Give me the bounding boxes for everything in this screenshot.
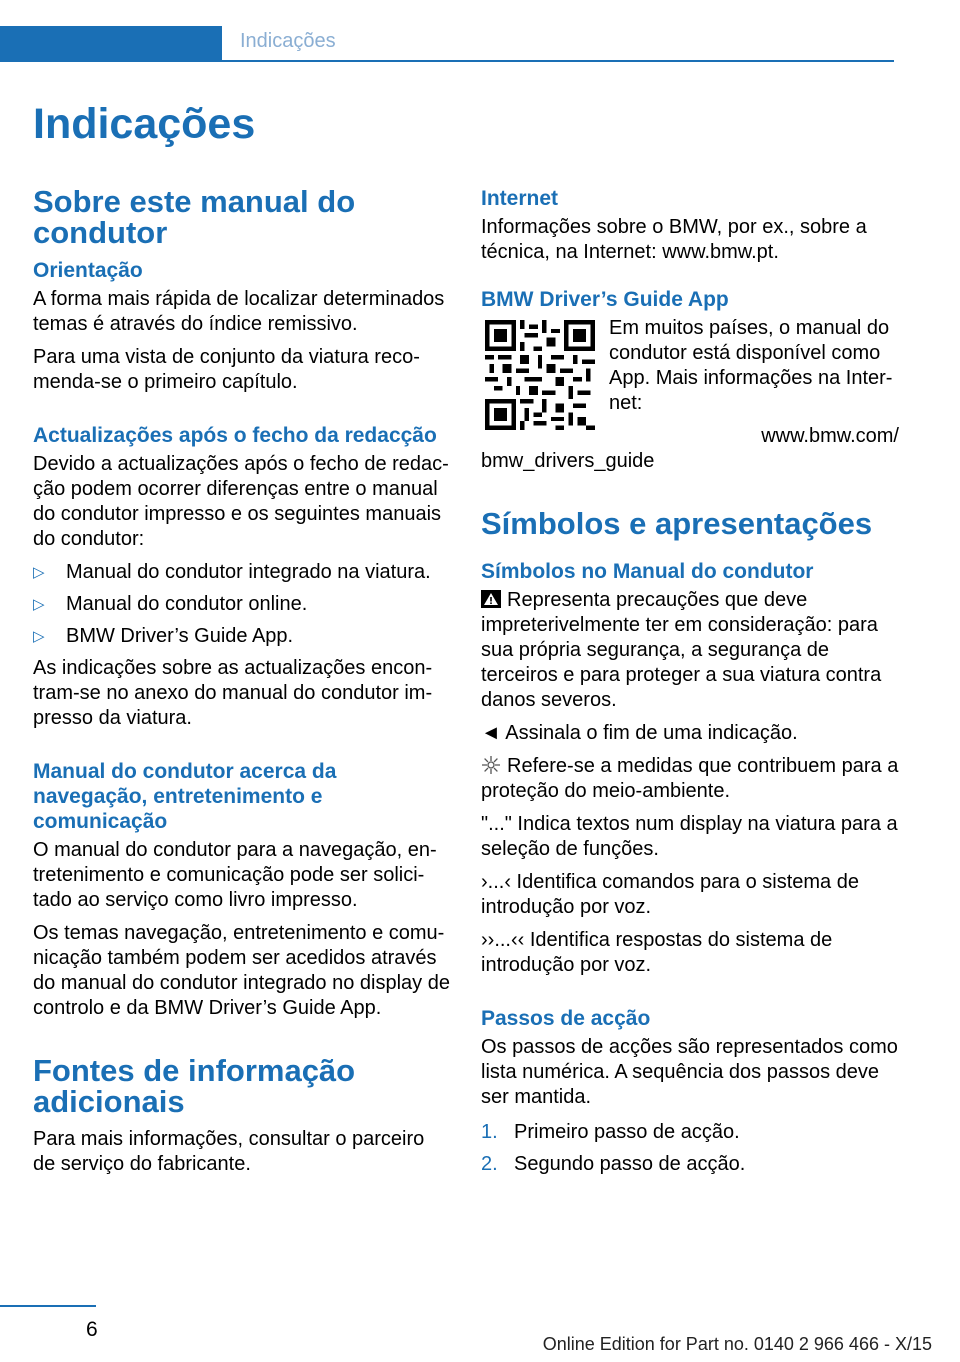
page-number: 6 — [86, 1318, 98, 1341]
heading-orientacao: Orientação — [33, 259, 143, 282]
paragraph: "..." Indica textos num display na viatura para a seleção de funções. — [481, 813, 898, 860]
paragraph: ◄ Assinala o fim de uma indicação. — [481, 722, 798, 744]
heading-internet: Internet — [481, 187, 559, 210]
heading-passos: Passos de acção — [481, 1007, 651, 1030]
header-rule — [222, 60, 894, 62]
heading-fontes: Fontes de informação adicionais — [33, 1053, 356, 1119]
list-item: 2. Segundo passo de acção. — [481, 1153, 746, 1175]
right-column — [481, 186, 899, 1184]
header-section-title: Indicações — [240, 30, 336, 52]
bullet-list — [33, 560, 451, 649]
heading-manual: Sobre este manual do condutor — [33, 184, 356, 250]
paragraph-environment: Refere-se a medidas que contribuem para a proteção do meio-ambiente. — [481, 755, 899, 802]
heading-navegacao: Manual do condutor acerca da navegação, entretenimento e comunicação — [33, 760, 337, 833]
numbered-list — [481, 1120, 899, 1177]
heading-actualizacoes: Actualizações após o fecho da redacção — [33, 424, 437, 447]
app-url: www.bmw.com/ bmw_drivers_guide — [481, 425, 899, 472]
warning-icon — [481, 590, 501, 608]
heading-simbolos: Símbolos e apresentações — [481, 506, 873, 541]
app-block — [481, 316, 899, 474]
header-bar — [0, 26, 222, 62]
paragraph: Em muitos países, o manual do condutor está disponível como App. Mais informações na Inter-net: — [609, 317, 893, 414]
left-column — [33, 186, 451, 1185]
paragraph: Devido a actualizações após o fecho de redac-ção podem ocorrer diferenças entre o manual do condutor impresso e os seguintes manuais do condutor: — [33, 453, 449, 550]
paragraph: Os temas navegação, entretenimento e comu-nicação também podem ser acedidos através do manual do condutor integrado no display de controlo e da BMW Driver’s Guide App. — [33, 922, 450, 1019]
footer-rule — [0, 1305, 96, 1307]
list-item: ▷ Manual do condutor online. — [33, 593, 308, 615]
paragraph: Os passos de acções são representados como lista numérica. A sequência dos passos deve ser mantida. — [481, 1036, 898, 1108]
list-item: ▷ BMW Driver’s Guide App. — [33, 625, 294, 647]
page-title: Indicações — [33, 100, 256, 148]
list-item: ▷ Manual do condutor integrado na viatura. — [33, 561, 431, 583]
qr-code — [485, 320, 595, 430]
edition-note: Online Edition for Part no. 0140 2 966 466 - X/15 — [542, 1334, 932, 1354]
paragraph: A forma mais rápida de localizar determinados temas é através do índice remissivo. — [33, 288, 445, 335]
paragraph: ››...‹‹ Identifica respostas do sistema de introdução por voz. — [481, 929, 833, 976]
heading-app: BMW Driver’s Guide App — [481, 288, 729, 311]
paragraph: Para mais informações, consultar o parceiro de serviço do fabricante. — [33, 1128, 425, 1175]
bullet-triangle-icon: ▷ — [33, 596, 45, 613]
environment-icon — [481, 755, 501, 775]
paragraph: O manual do condutor para a navegação, en-tretenimento e comunicação pode ser solici-tado ao serviço como livro impresso. — [33, 839, 437, 911]
bullet-triangle-icon: ▷ — [33, 564, 45, 581]
paragraph: Informações sobre o BMW, por ex., sobre a técnica, na Internet: www.bmw.pt. — [481, 216, 867, 263]
paragraph-warning: Representa precauções que deve impreterivelmente ter em consideração: para sua própria segurança, a segurança de terceiros e para proteger a sua viatura contra danos severos. — [481, 589, 882, 711]
list-item: 1. Primeiro passo de acção. — [481, 1121, 740, 1143]
paragraph: As indicações sobre as actualizações encon-tram-se no anexo do manual do condutor im-presso da viatura. — [33, 657, 433, 729]
bullet-triangle-icon: ▷ — [33, 628, 45, 645]
paragraph: Para uma vista de conjunto da viatura reco-menda-se o primeiro capítulo. — [33, 346, 420, 393]
paragraph: ›...‹ Identifica comandos para o sistema de introdução por voz. — [481, 871, 859, 918]
heading-simbolos-manual: Símbolos no Manual do condutor — [481, 560, 814, 583]
